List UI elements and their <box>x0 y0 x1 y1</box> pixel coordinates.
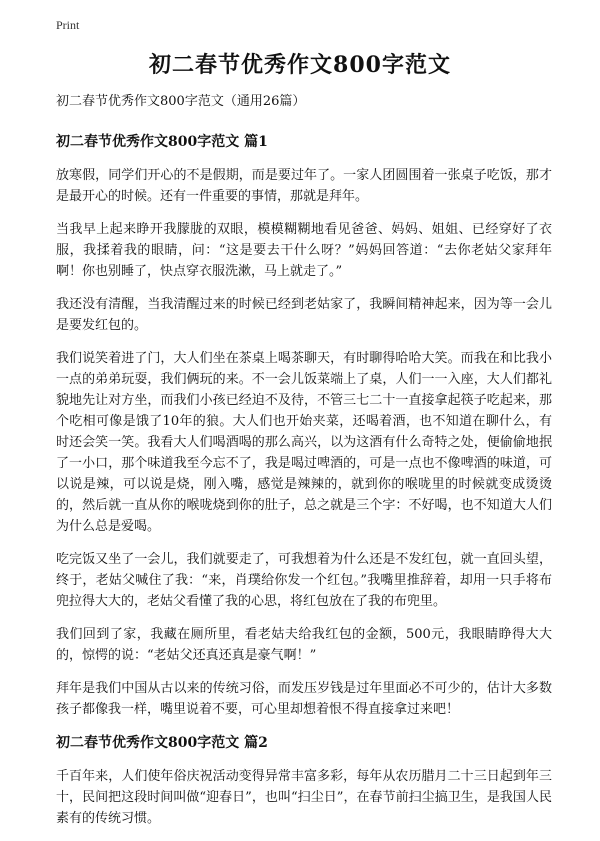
paragraph: 我们说笑着进了门，大人们坐在茶桌上喝茶聊天，有时聊得哈哈大笑。而我在和比我小一点的弟弟玩耍，我们俩玩的来。不一会儿饭菜端上了桌，人们一一入座，大人们都礼貌地先让对方坐，而我们小孩已经迫不及待，不管三七二十一直接拿起筷子吃起来，那个吃相可像是饿了10年的狼。大人们也开始夹菜，还喝着酒，也不知道在聊什么，有时还会笑一笑。我看大人们喝酒喝的那么高兴，以为这酒有什么奇特之处，便偷偷地抿了一小口，那个味道我至今忘不了，我是喝过啤酒的，可是一点也不像啤酒的味道，可以说是辣，可以说是烧，刚入嘴，感觉是辣辣的，就到你的喉咙里的时候就变成烫烫的，然后就一直从你的喉咙烧到你的肚子，总之就是三个字：不好喝，也不知道大人们为什么总是爱喝。 <box>56 351 552 534</box>
paragraph: 千百年来，人们使年俗庆祝活动变得异常丰富多彩，每年从农历腊月二十三日起到年三十，民间把这段时间叫做“迎春日”，也叫“扫尘日”，在春节前扫尘搞卫生，是我国人民素有的传统习惯。 <box>56 769 552 826</box>
paragraph: 吃完饭又坐了一会儿，我们就要走了，可我想着为什么还是不发红包，就一直回头望，终于，老姑父喊住了我：“来，肖璞给你发一个红包。”我嘴里推辞着，却用一只手将布兜拉得大大的，老姑父看懂了我的心思，将红包放在了我的布兜里。 <box>56 552 552 609</box>
section-heading-2: 初二春节优秀作文800字范文 篇2 <box>56 735 268 751</box>
section-heading-1: 初二春节优秀作文800字范文 篇1 <box>56 134 268 150</box>
subtitle: 初二春节优秀作文800字范文（通用26篇） <box>56 94 306 109</box>
article-body <box>56 90 552 841</box>
page-title: 初二春节优秀作文800字范文 <box>149 52 451 78</box>
paragraph: 放寒假，同学们开心的不是假期，而是要过年了。一家人团圆围着一张桌子吃饭，那才是最开心的时候。还有一件重要的事情，那就是拜年。 <box>56 168 552 204</box>
paragraph: 我们回到了家，我藏在厕所里，看老姑夫给我红包的金额，500元，我眼睛睁得大大的，惊愕的说：“老姑父还真还真是豪气啊！” <box>56 627 552 663</box>
paragraph: 当我早上起来睁开我朦胧的双眼，模模糊糊地看见爸爸、妈妈、姐姐、已经穿好了衣服，我揉着我的眼睛，问：“这是要去干什么呀？”妈妈回答道：“去你老姑父家拜年啊！你也别睡了，快点穿衣服洗漱，马上就走了。” <box>56 222 552 279</box>
print-link[interactable]: Print <box>56 18 80 32</box>
paragraph: 拜年是我们中国从古以来的传统习俗，而发压岁钱是过年里面必不可少的，估计大多数孩子都像我一样，嘴里说着不要，可心里却想着恨不得直接拿过来吧！ <box>56 681 552 717</box>
paragraph: 我还没有清醒，当我清醒过来的时候已经到老姑家了，我瞬间精神起来，因为等一会儿是要发红包的。 <box>56 297 552 333</box>
